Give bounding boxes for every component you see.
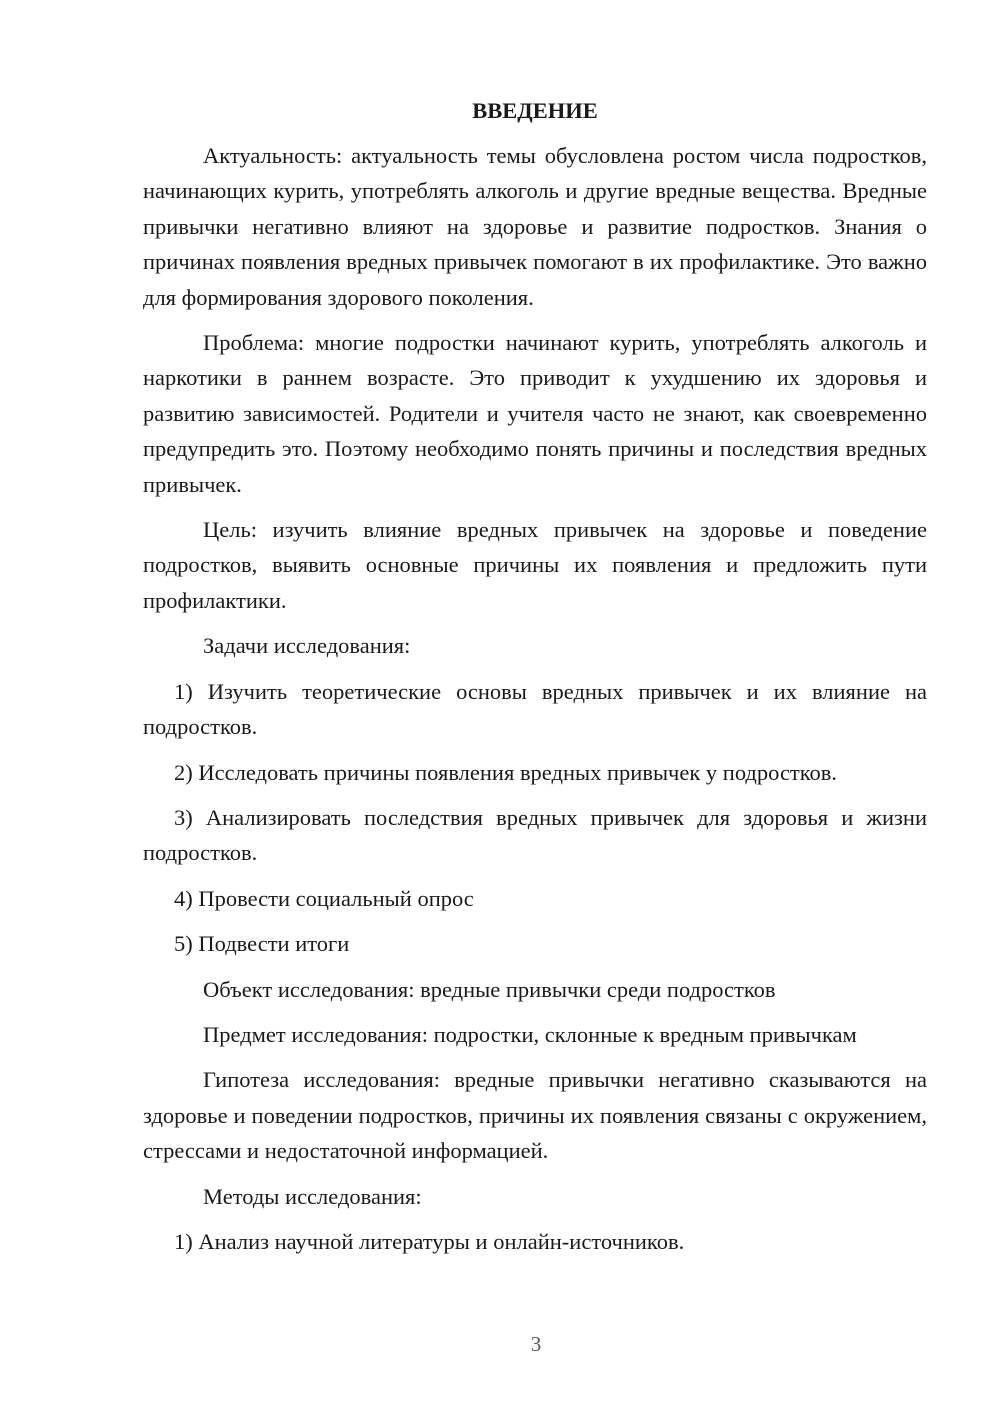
tasks-list	[143, 674, 927, 962]
methods-heading: Методы исследования:	[203, 1183, 422, 1209]
paragraph-subject: Предмет исследования: подростки, склонные к вредным привычкам	[203, 1021, 857, 1047]
paragraph-object: Объект исследования: вредные привычки среди подростков	[203, 976, 776, 1002]
section-title: ВВЕДЕНИЕ	[472, 98, 598, 123]
method-item: 1) Анализ научной литературы и онлайн-источников.	[174, 1228, 685, 1254]
tasks-heading: Задачи исследования:	[203, 633, 411, 659]
paragraph-hypothesis: Гипотеза исследования: вредные привычки негативно сказываются на здоровье и поведении подростков, причины их появления связаны с окружением, стрессами и недостаточной информацией.	[143, 1067, 927, 1164]
page-number: 3	[530, 1332, 542, 1356]
paragraph-actuality: Актуальность: актуальность темы обусловлена ростом числа подростков, начинающих курить, употреблять алкоголь и другие вредные вещества. Вредные привычки негативно влияют на здоровье и развитие подростков. Знания о причинах появления вредных привычек помогают в их профилактике. Это важно для формирования здорового поколения.	[143, 143, 927, 310]
document-body	[143, 94, 927, 1259]
paragraph-goal: Цель: изучить влияние вредных привычек на здоровье и поведение подростков, выявить основные причины их появления и предложить пути профилактики.	[143, 517, 927, 613]
task-item: 3) Анализировать последствия вредных привычек для здоровья и жизни подростков.	[143, 804, 927, 866]
paragraph-problem: Проблема: многие подростки начинают курить, употреблять алкоголь и наркотики в раннем возрасте. Это приводит к ухудшению их здоровья и развитию зависимостей. Родители и учителя часто не знают, как своевременно предупредить это. Поэтому необходимо понять причины и последствия вредных привычек.	[143, 330, 927, 497]
task-item: 5) Подвести итоги	[174, 931, 350, 957]
task-item: 4) Провести социальный опрос	[174, 885, 474, 911]
task-item: 2) Исследовать причины появления вредных привычек у подростков.	[174, 759, 838, 785]
task-item: 1) Изучить теоретические основы вредных привычек и их влияние на подростков.	[143, 678, 927, 740]
methods-list	[143, 1224, 927, 1259]
